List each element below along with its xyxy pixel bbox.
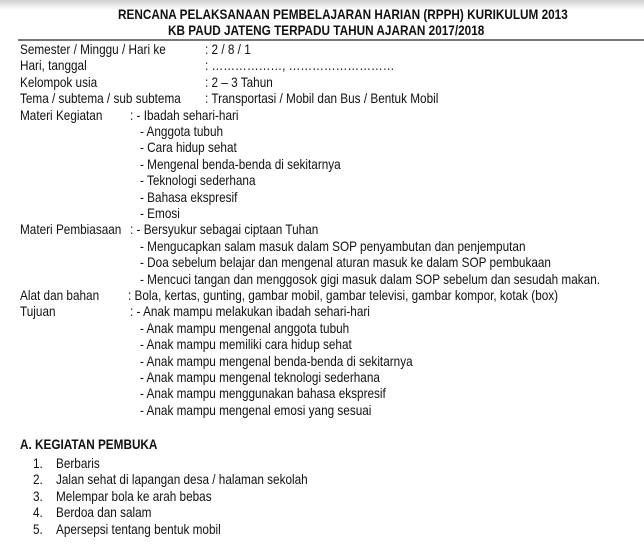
list-item: - Anggota tubuh	[140, 123, 224, 139]
item-number: 2.	[33, 471, 43, 488]
list-item: Jalan sehat di lapangan desa / halaman sekolah	[56, 471, 308, 488]
list-item: Berbaris	[56, 455, 100, 471]
info-value: : 2 / 8 / 1	[205, 41, 251, 57]
tujuan-label: Tujuan	[20, 303, 56, 320]
item-number: 4.	[33, 504, 43, 521]
info-value: : ………………, ………………………	[205, 57, 395, 74]
list-item: - Emosi	[140, 205, 180, 221]
doc-subtitle: KB PAUD JATENG TERPADU TAHUN AJARAN 2017/2018	[168, 22, 485, 38]
list-item: Apersepsi tentang bentuk mobil	[56, 520, 221, 537]
info-label: Semester / Minggu / Hari ke	[20, 41, 166, 57]
list-item: - Doa sebelum belajar dan mengenal aturan masuk ke dalam SOP pembukaan	[140, 254, 551, 271]
alat-bahan-value: : Bola, kertas, gunting, gambar mobil, gambar televisi, gambar kompor, kotak (box)	[128, 287, 559, 303]
list-item: - Anak mampu menggunakan bahasa ekspresif	[140, 385, 386, 402]
list-item: Berdoa dan salam	[56, 504, 152, 521]
list-item: - Anak mampu mengenal anggota tubuh	[140, 319, 350, 336]
info-label: Tema / subtema / sub subtema	[20, 90, 181, 107]
list-item: - Mengenal benda-benda di sekitarnya	[140, 155, 341, 172]
info-value: : Transportasi / Mobil dan Bus / Bentuk Mobil	[205, 90, 439, 107]
list-item: - Cara hidup sehat	[140, 139, 237, 156]
list-item: Melempar bola ke arah bebas	[56, 487, 212, 504]
doc-title: RENCANA PELAKSANAAN PEMBELAJARAN HARIAN (RPPH) KURIKULUM 2013	[118, 6, 568, 22]
section-title: A. KEGIATAN PEMBUKA	[20, 436, 158, 452]
list-item: - Bahasa ekspresif	[140, 188, 238, 205]
list-item: - Mengucapkan salam masuk dalam SOP penyambutan dan penjemputan	[140, 237, 526, 254]
materi-pembiasaan-label: Materi Pembiasaan	[20, 221, 122, 238]
info-label: Hari, tanggal	[20, 57, 87, 74]
list-item: - Anak mampu memiliki cara hidup sehat	[140, 336, 352, 353]
list-item: : - Anak mampu melakukan ibadah sehari-hari	[130, 303, 370, 320]
materi-kegiatan-label: Materi Kegiatan	[20, 106, 103, 123]
list-item: : - Bersyukur sebagai ciptaan Tuhan	[130, 221, 319, 238]
list-item: - Anak mampu mengenal teknologi sederhana	[140, 369, 380, 385]
info-value: : 2 – 3 Tahun	[205, 73, 273, 90]
item-number: 5.	[33, 520, 43, 537]
item-number: 1.	[33, 455, 43, 471]
list-item: - Mencuci tangan dan menggosok gigi masuk dalam SOP sebelum dan sesudah makan.	[140, 270, 601, 287]
list-item: - Teknologi sederhana	[140, 172, 256, 189]
alat-bahan-label: Alat dan bahan	[20, 287, 100, 303]
list-item: - Anak mampu mengenal benda-benda di sekitarnya	[140, 352, 413, 369]
item-number: 3.	[33, 487, 43, 504]
list-item: - Anak mampu mengenal emosi yang sesuai	[140, 401, 372, 418]
info-label: Kelompok usia	[20, 73, 98, 90]
list-item: : - Ibadah sehari-hari	[130, 106, 239, 123]
